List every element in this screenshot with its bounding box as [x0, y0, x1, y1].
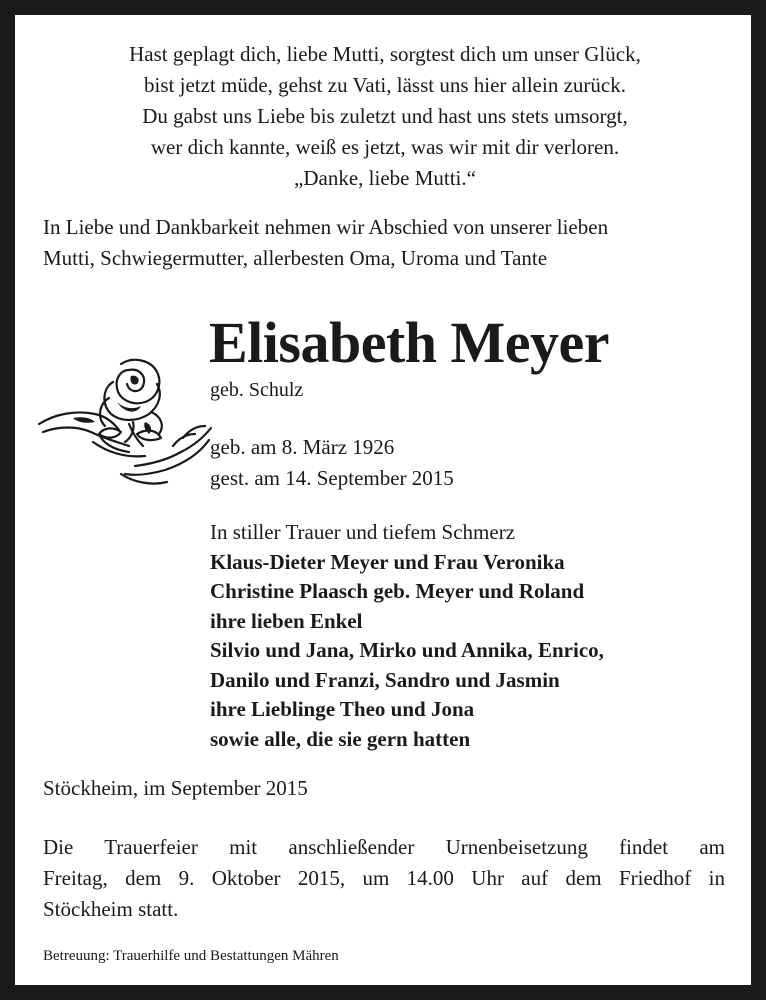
life-dates — [210, 432, 454, 494]
mourner-line: ihre lieben Enkel — [210, 608, 363, 633]
poem-line: Hast geplagt dich, liebe Mutti, sorgtest dich um unser Glück, — [129, 42, 641, 66]
mourner-line: ihre Lieblinge Theo und Jona — [210, 697, 475, 721]
ceremony-info — [43, 832, 725, 925]
deceased-name: Elisabeth Meyer — [209, 310, 610, 375]
poem-line: „Danke, liebe Mutti.“ — [294, 166, 476, 190]
mourner-line: sowie alle, die sie gern hatten — [210, 726, 471, 751]
ceremony-line: Stöckheim statt. — [43, 897, 179, 921]
mourning-lead: In stiller Trauer und tiefem Schmerz — [210, 520, 516, 544]
ceremony-line: Freitag, dem 9. Oktober 2015, um 14.00 Uhr auf dem Friedhof in — [43, 866, 725, 890]
mourners-list — [210, 518, 604, 754]
mourner-line: Klaus-Dieter Meyer und Frau Veronika — [210, 549, 565, 574]
mourner-line: Danilo und Franzi, Sandro und Jasmin — [210, 667, 560, 692]
poem — [45, 39, 725, 194]
birth-date: geb. am 8. März 1926 — [210, 435, 395, 459]
poem-line: bist jetzt müde, gehst zu Vati, lässt uns hier allein zurück. — [144, 73, 626, 97]
maiden-name: geb. Schulz — [210, 379, 304, 401]
rose-in-hands-icon — [33, 342, 213, 502]
intro-line: In Liebe und Dankbarkeit nehmen wir Abschied von unserer lieben — [43, 215, 609, 239]
place-date: Stöckheim, im September 2015 — [43, 776, 308, 800]
ceremony-line: Die Trauerfeier mit anschließender Urnenbeisetzung findet am — [43, 835, 725, 859]
mourner-line: Christine Plaasch geb. Meyer und Roland — [210, 579, 585, 603]
poem-line: Du gabst uns Liebe bis zuletzt und hast uns stets umsorgt, — [142, 104, 628, 128]
funeral-service-credit: Betreuung: Trauerhilfe und Bestattungen Mähren — [43, 948, 339, 964]
mourner-line: Silvio und Jana, Mirko und Annika, Enrico, — [210, 638, 604, 662]
poem-line: wer dich kannte, weiß es jetzt, was wir mit dir verloren. — [150, 135, 620, 159]
obituary-notice — [13, 13, 753, 987]
death-date: gest. am 14. September 2015 — [210, 466, 454, 490]
intro-text — [43, 212, 733, 274]
intro-line: Mutti, Schwiegermutter, allerbesten Oma, Uroma und Tante — [43, 246, 548, 270]
